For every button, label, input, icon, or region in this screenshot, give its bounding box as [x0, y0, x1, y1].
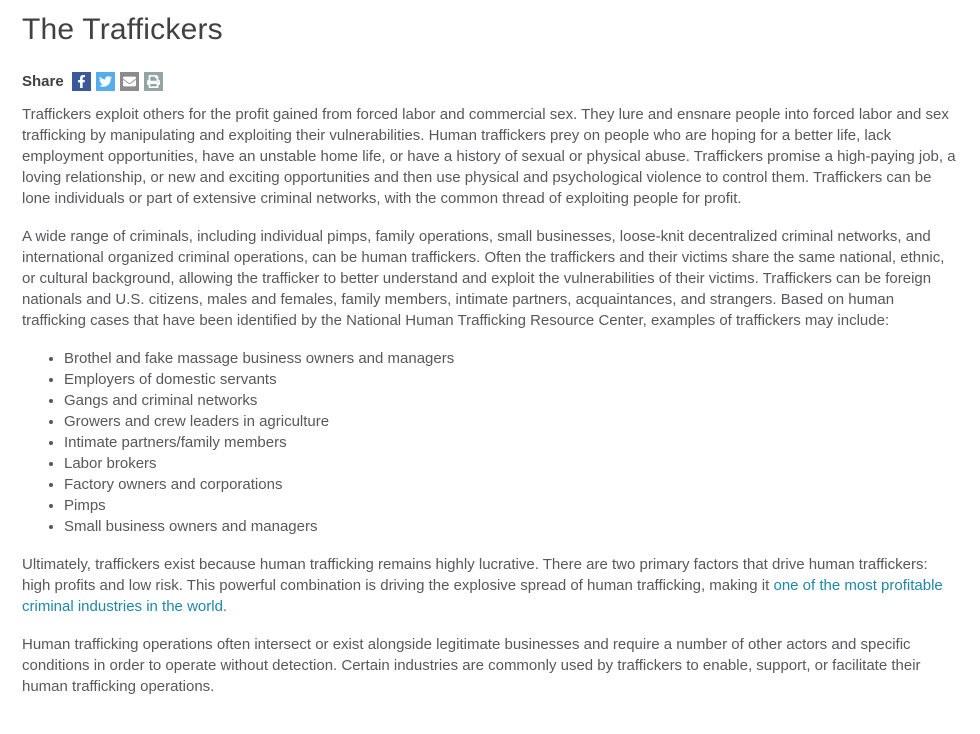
- list-item: • Intimate partners/family members: [64, 432, 958, 453]
- share-email-button[interactable]: [120, 72, 139, 91]
- share-print-button[interactable]: [144, 72, 163, 91]
- paragraph-lucrative-text: Ultimately, traffickers exist because human trafficking remains highly lucrative. There are two primary factors that drive human traffickers: high profits and low risk. This powerful combination is driving the explosive spread of human trafficking, making it: [22, 556, 928, 594]
- paragraph-operations: Human trafficking operations often intersect or exist alongside legitimate businesses and require a number of other actors and specific conditions in order to operate without detection. Certain industries are commonly used by traffickers to enable, support, or facilitate their human trafficking operations.: [22, 636, 921, 695]
- list-item: • Labor brokers: [64, 453, 958, 474]
- traffickers-examples-list: [22, 348, 958, 537]
- list-item: • Growers and crew leaders in agriculture: [64, 411, 958, 432]
- paragraph-lucrative: [22, 554, 958, 617]
- list-item: • Gangs and criminal networks: [64, 390, 958, 411]
- article-body: [22, 104, 958, 697]
- list-item: • Small business owners and managers: [64, 516, 958, 537]
- twitter-icon: [99, 75, 112, 88]
- paragraph-intro: Traffickers exploit others for the profit gained from forced labor and commercial sex. They lure and ensnare people into forced labor and sex trafficking by manipulating and exploiting their vulnerabilities. Human traffickers prey on people who are hoping for a better life, lack employment opportunities, have an unstable home life, or have a history of sexual or physical abuse. Traffickers promise a high-paying job, a loving relationship, or new and exciting opportunities and then use physical and psychological violence to control them. Traffickers can be lone individuals or part of extensive criminal networks, with the common thread of exploiting people for profit.: [22, 106, 956, 207]
- share-label: Share: [22, 73, 64, 90]
- facebook-icon: [77, 75, 86, 88]
- list-item: • Pimps: [64, 495, 958, 516]
- share-facebook-button[interactable]: [72, 72, 91, 91]
- print-icon: [147, 75, 160, 88]
- paragraph-range-of-criminals: A wide range of criminals, including individual pimps, family operations, small businesses, loose-knit decentralized criminal networks, and international organized criminal operations, can be human traffickers. Often the traffickers and their victims share the same national, ethnic, or cultural background, allowing the trafficker to better understand and exploit the vulnerabilities of their victims. Traffickers can be foreign nationals and U.S. citizens, males and females, family members, intimate partners, acquaintances, and strangers. Based on human trafficking cases that have been identified by the National Human Trafficking Resource Center, examples of traffickers may include:: [22, 228, 945, 329]
- profitable-industries-link[interactable]: one of the most profitable criminal industries in the world.: [22, 577, 943, 615]
- email-icon: [123, 75, 136, 88]
- list-item: • Employers of domestic servants: [64, 369, 958, 390]
- list-item: • Factory owners and corporations: [64, 474, 958, 495]
- list-item: • Brothel and fake massage business owners and managers: [64, 348, 958, 369]
- share-toolbar: [22, 72, 958, 91]
- page-title: The Traffickers: [22, 13, 223, 46]
- share-twitter-button[interactable]: [96, 72, 115, 91]
